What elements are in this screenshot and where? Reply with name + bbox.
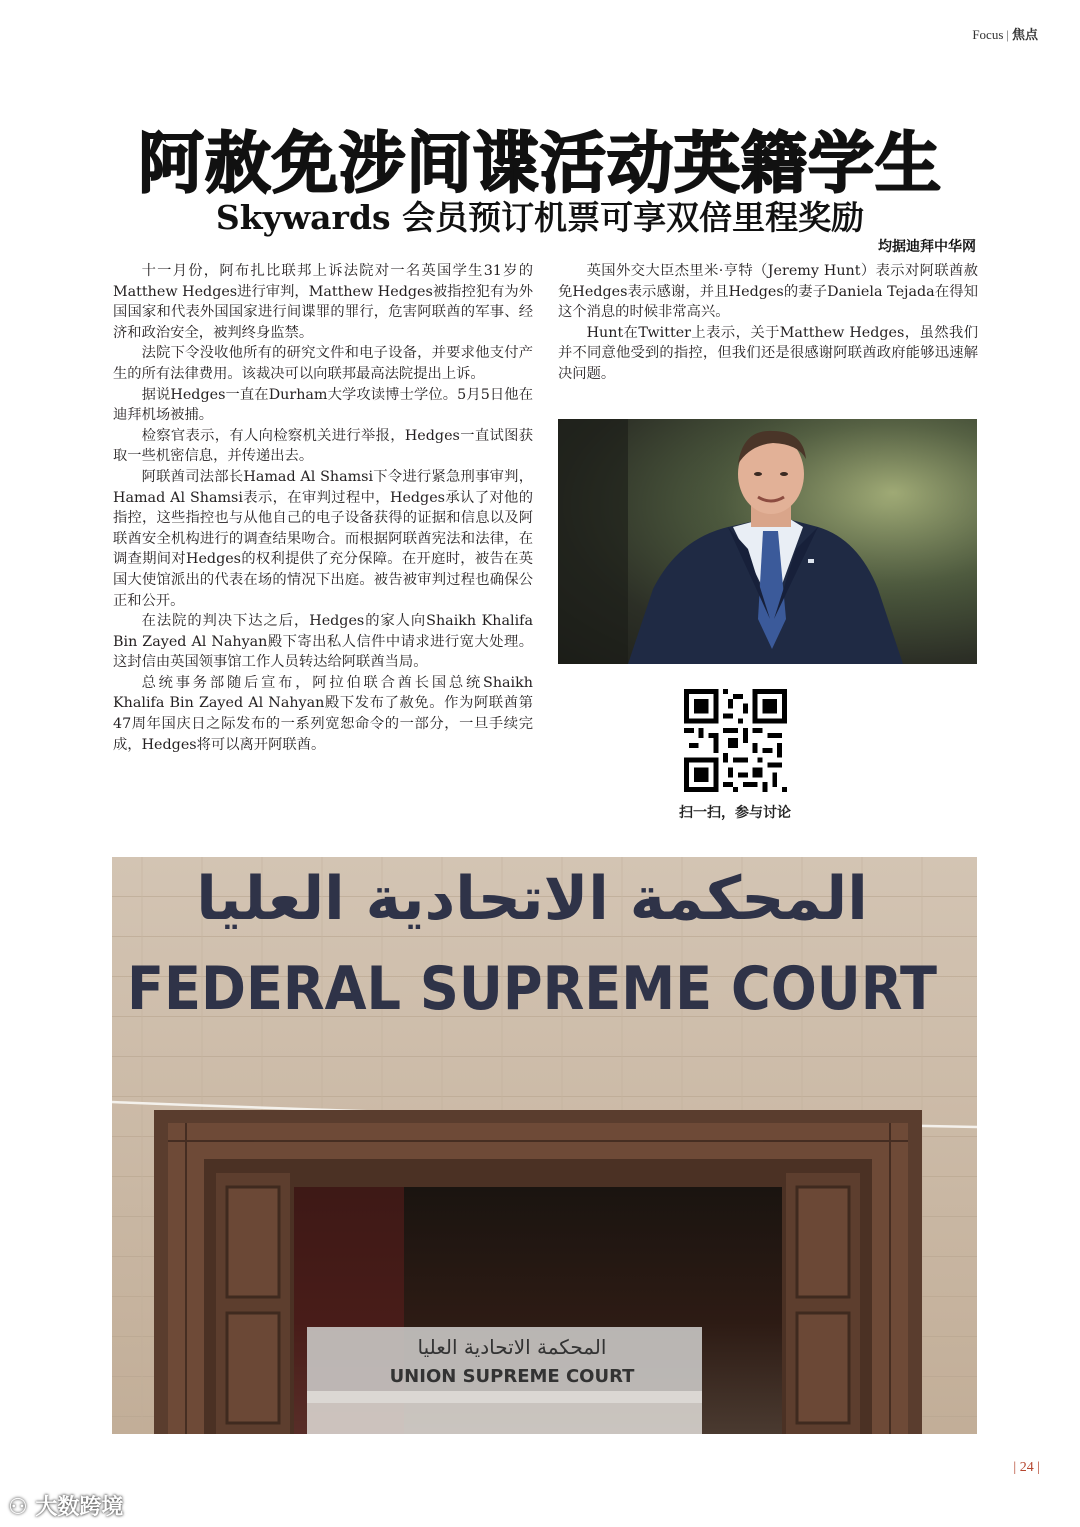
paragraph: 总统事务部随后宣布，阿拉伯联合酋长国总统Shaikh Khalifa Bin Zayed Al Nahyan殿下发布了赦免。作为阿联酋第47周年国庆日之际发布的一系列宽恕命令的一部分，一旦手续完成，Hedges将可以离开阿联酋。: [113, 674, 533, 753]
paragraph: Hunt在Twitter上表示，关于Matthew Hedges，虽然我们并不同意他受到的指控，但我们还是很感谢阿联酋政府能够迅速解决问题。: [558, 324, 978, 382]
section-en: Focus: [972, 27, 1004, 42]
paragraph: 检察官表示，有人向检察机关进行举报，Hedges一直试图获取一些机密信息，并传递出去。: [113, 427, 533, 465]
watermark: [8, 1490, 123, 1521]
section-separator: |: [1006, 27, 1009, 42]
court-photo: [112, 857, 977, 1434]
paragraph: 据说Hedges一直在Durham大学攻读博士学位。5月5日他在迪拜机场被捕。: [113, 386, 533, 424]
court-sign-english: FEDERAL SUPREME COURT: [127, 954, 938, 1024]
left-column: [113, 261, 533, 755]
paragraph: 法院下令没收他所有的研究文件和电子设备，并要求他支付产生的所有法律费用。该裁决可以向联邦最高法院提出上诉。: [113, 345, 533, 382]
source-credit: 均据迪拜中华网: [878, 239, 976, 255]
court-photo-illustration: [112, 857, 977, 1434]
inner-sign-arabic: المحكمة الاتحادية العليا: [417, 1335, 607, 1359]
subhead: Skywards 会员预订机票可享双倍里程奖励: [215, 198, 865, 237]
paragraph: 在法院的判决下达之后，Hedges的家人向Shaikh Khalifa Bin Zayed Al Nahyan殿下寄出私人信件中请求进行宽大处理。这封信由英国领事馆工作人员转达给阿联酋当局。: [113, 613, 533, 671]
qr-code[interactable]: [684, 689, 787, 792]
qr-code-icon: [684, 689, 787, 792]
right-column: [558, 261, 978, 385]
paragraph: 十一月份，阿布扎比联邦上诉法院对一名英国学生31岁的Matthew Hedges进行审判，Matthew Hedges被指控犯有为外国国家和代表外国国家进行间谍罪的罪行，危害阿联酋的军事、经济和政治安全，被判终身监禁。: [113, 263, 533, 341]
inner-sign-english: UNION SUPREME COURT: [389, 1366, 635, 1387]
section-tag: [972, 24, 1038, 43]
watermark-logo-icon: ⚇: [8, 1495, 36, 1520]
hunt-photo-illustration: [558, 419, 977, 664]
paragraph: 阿联酋司法部长Hamad Al Shamsi下令进行紧急刑事审判，Hamad Al Shamsi表示，在审判过程中，Hedges承认了对他的指控，这些指控也与从他自己的电子设备获得的证据和信息以及阿联酋安全机构进行的调查结果吻合。而根据阿联酋宪法和法律，在调查期间对Hedges的权利提供了充分保障。在开庭时，被告在英国大使馆派出的代表在场的情况下出庭。被告被审判过程也确保公正和公开。: [113, 468, 533, 609]
section-cn: 焦点: [1011, 28, 1038, 43]
watermark-text: 大数跨境: [35, 1495, 124, 1520]
court-sign-arabic: المحكمة الاتحادية العليا: [196, 864, 868, 934]
hunt-photo: [558, 419, 977, 664]
page-number-value: 24: [1019, 1460, 1034, 1475]
page-number: | 24 |: [1013, 1460, 1040, 1475]
headline: 阿赦免涉间谍活动英籍学生: [138, 125, 942, 202]
paragraph: 英国外交大臣杰里米·亨特（Jeremy Hunt）表示对阿联酋赦免Hedges表示感谢，并且Hedges的妻子Daniela Tejada在得知这个消息的时候非常高兴。: [558, 263, 978, 321]
qr-caption: 扫一扫，参与讨论: [679, 805, 791, 821]
